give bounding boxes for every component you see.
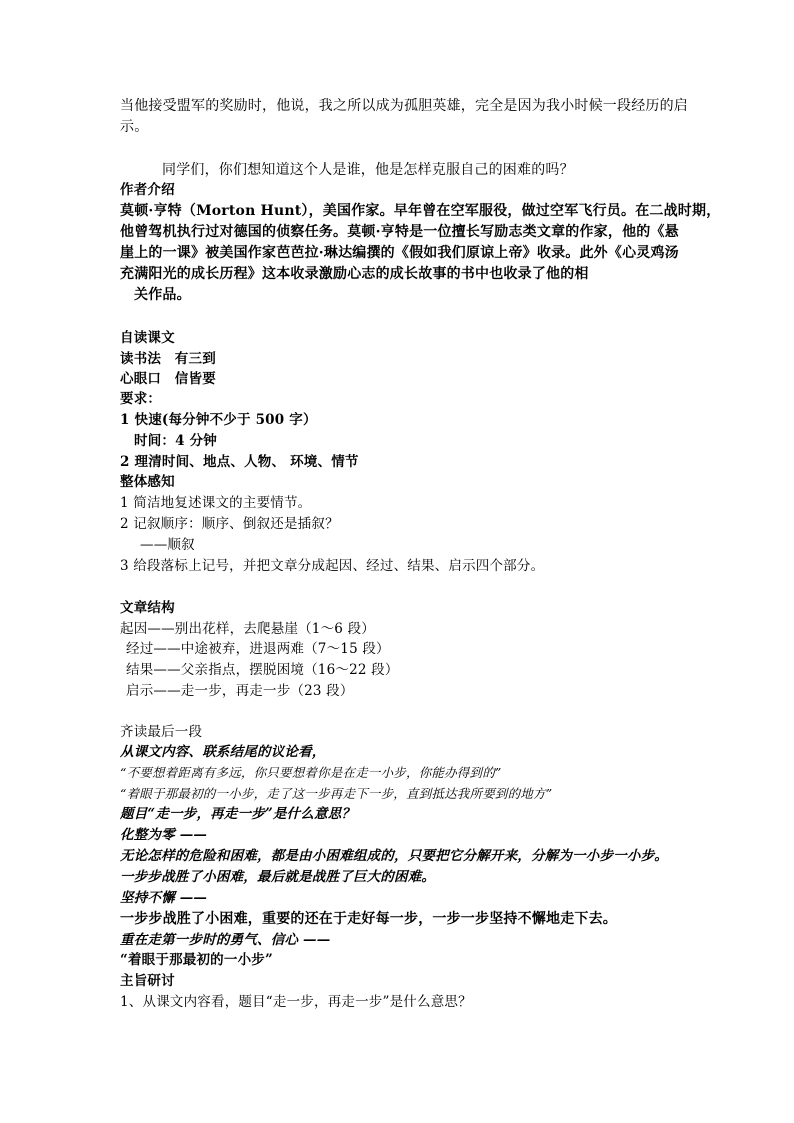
intro-question: 同学们，你们想知道这个人是谁，他是怎样克服自己的困难的吗？ [162,162,574,178]
author-heading: 作者介绍 [120,182,175,198]
overall-item-2-answer: ——顺叙 [140,537,195,553]
title-meaning-question: 题目“走一步，再走一步”是什么意思？ [120,806,356,822]
requirements-heading: 要求： [120,391,162,407]
author-line-3: 崖上的一课》被美国作家芭芭拉·琳达编撰的《假如我们原谅上帝》收录。此外《心灵鸡汤 [120,245,679,261]
overall-item-3: 3 给段落标上记号，并把文章分成起因、经过、结果、启示四个部分。 [120,558,545,574]
point-2-heading: 坚持不懈 —— [120,890,208,906]
author-line-1: 莫顿·亨特（Morton Hunt），美国作家。早年曾在空军服役，做过空军飞行员。在二战时期， [120,203,721,219]
overall-item-2: 2 记叙顺序：顺序、倒叙还是插叙？ [120,516,339,532]
point-2-text: 一步步战胜了小困难，重要的还在于走好每一步，一步一步坚持不懈地走下去。 [120,911,617,927]
point-3-text: “着眼于那最初的一小步” [120,952,273,968]
overall-item-1: 1 简洁地复述课文的主要情节。 [120,495,312,511]
requirement-1: 1 快速(每分钟不少于 500 字） [120,412,317,428]
structure-row-revelation: 启示——走一步，再走一步（23 段） [126,683,354,699]
author-line-5: 关作品。 [134,287,191,303]
intro-line-2: 示。 [120,119,149,135]
reading-quote-2: “着眼于那最初的一小步，走了这一步再走下一步，直到抵达我所要到的地方” [120,786,553,801]
structure-row-result: 结果——父亲指点，摆脱困境（16～22 段） [126,662,399,678]
reading-quote-1: “不要想着距离有多远，你只要想着你是在走一小步，你能办得到的” [120,765,502,780]
point-1-text-2: 一步步战胜了小困难，最后就是战胜了巨大的困难。 [120,869,436,885]
point-1-heading: 化整为零 —— [120,827,208,843]
structure-heading: 文章结构 [120,600,175,616]
theme-question-1: 1、从课文内容看，题目“走一步，再走一步”是什么意思？ [120,994,472,1010]
requirement-1-time: 时间：4 分钟 [134,433,217,449]
reading-prompt: 从课文内容、联系结尾的议论看， [120,744,326,760]
author-line-4: 充满阳光的成长历程》这本收录激励心志的成长故事的书中也收录了他的相 [120,266,589,282]
requirement-2: 2 理清时间、地点、人物、 环境、情节 [120,454,359,470]
reading-heading: 齐读最后一段 [120,724,203,740]
point-1-text: 无论怎样的危险和困难，都是由小困难组成的，只要把它分解开来，分解为一小步一小步。 [120,848,668,864]
selfread-method-2: 心眼口 信皆要 [120,371,216,387]
structure-row-cause: 起因——别出花样，去爬悬崖（1～6 段） [120,621,375,637]
intro-line-1: 当他接受盟军的奖励时，他说，我之所以成为孤胆英雄，完全是因为我小时候一段经历的启 [120,98,688,114]
structure-row-process: 经过——中途被弃，进退两难（7～15 段） [126,641,390,657]
theme-heading: 主旨研讨 [120,973,175,989]
point-3-heading: 重在走第一步时的勇气、信心 —— [120,932,331,948]
overall-heading: 整体感知 [120,474,175,490]
selfread-heading: 自读课文 [120,330,175,346]
author-line-2: 他曾驾机执行过对德国的侦察任务。莫顿·亨特是一位擅长写励志类文章的作家，他的《悬 [120,224,679,240]
selfread-method: 读书法 有三到 [120,351,216,367]
